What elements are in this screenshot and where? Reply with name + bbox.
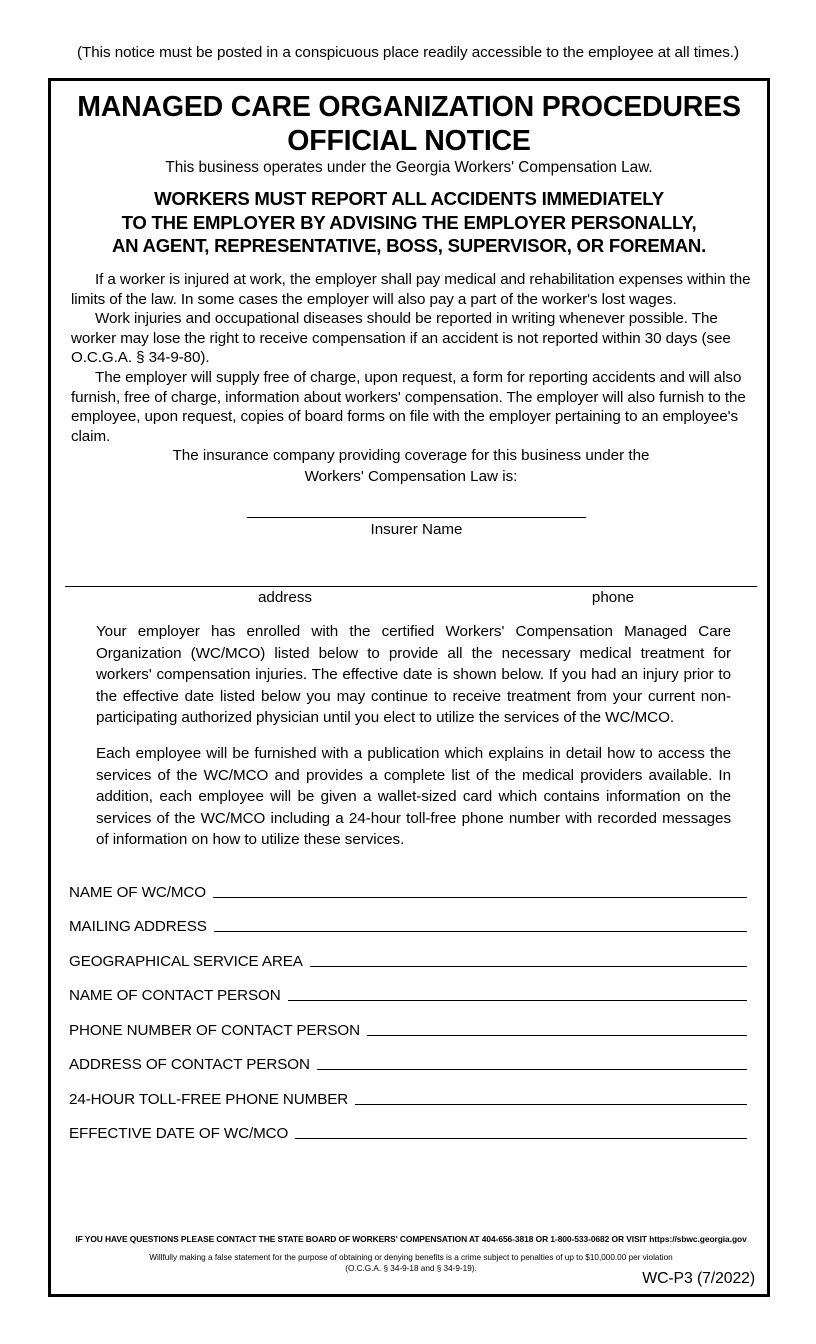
notice-box	[48, 78, 770, 1297]
insurer-name-fill-line[interactable]	[247, 517, 586, 518]
field-label-phone-number-of-contact-person: PHONE NUMBER OF CONTACT PERSON	[69, 1021, 360, 1039]
mco-paragraphs	[96, 621, 731, 851]
field-input-geographical-service-area[interactable]	[310, 966, 747, 967]
footer-contact-line: IF YOU HAVE QUESTIONS PLEASE CONTACT THE STATE BOARD OF WORKERS' COMPENSATION AT 404-656-3818 OR 1-800-533-0682 OR VISIT https://sbwc.georgia.gov	[75, 1234, 747, 1244]
field-input-name-of-wc-mco[interactable]	[213, 897, 747, 898]
field-row-name-of-wc-mco[interactable]	[69, 866, 747, 901]
field-label-24-hour-toll-free-phone-number: 24-HOUR TOLL-FREE PHONE NUMBER	[69, 1090, 349, 1108]
field-label-name-of-wc-mco: NAME OF WC/MCO	[69, 883, 206, 901]
address-phone-fill-line[interactable]	[65, 586, 757, 587]
field-input-name-of-contact-person[interactable]	[288, 1000, 747, 1001]
field-input-effective-date-of-wc-mco[interactable]	[295, 1138, 747, 1139]
footer-warning-line-1: Willfully making a false statement for the purpose of obtaining or denying benefits is a crime subject to penalties of up to $10,000.00 per violation	[149, 1253, 673, 1262]
report-heading-line-2: TO THE EMPLOYER BY ADVISING THE EMPLOYER PERSONALLY,	[121, 211, 697, 233]
field-input-24-hour-toll-free-phone-number[interactable]	[355, 1104, 747, 1105]
field-row-24-hour-toll-free-phone-number[interactable]	[69, 1073, 747, 1108]
report-heading-line-3: AN AGENT, REPRESENTATIVE, BOSS, SUPERVISOR, OR FOREMAN.	[111, 235, 707, 257]
field-label-geographical-service-area: GEOGRAPHICAL SERVICE AREA	[69, 952, 303, 970]
field-row-phone-number-of-contact-person[interactable]	[69, 1004, 747, 1039]
field-row-mailing-address[interactable]	[69, 901, 747, 936]
field-label-address-of-contact-person: ADDRESS OF CONTACT PERSON	[69, 1056, 310, 1073]
field-row-name-of-contact-person[interactable]	[69, 970, 747, 1005]
insurer-name-caption: Insurer Name	[370, 521, 463, 538]
insurance-lead-line-1: The insurance company providing coverage for this business under the	[172, 447, 650, 464]
field-input-mailing-address[interactable]	[214, 931, 747, 932]
title-line-2: OFFICIAL NOTICE	[287, 125, 531, 157]
title-line-1: MANAGED CARE ORGANIZATION PROCEDURES	[77, 91, 741, 123]
field-label-name-of-contact-person: NAME OF CONTACT PERSON	[69, 987, 281, 1004]
mco-paragraph-2: Each employee will be furnished with a publication which explains in detail how to access the services of the WC/MCO and provides a complete list of the medical providers available. In addition, each employee will be given a wallet-sized card which contains information on the services of the WC/MCO including a 24-hour toll-free phone number with recorded messages of information on how to utilize these services.	[96, 744, 731, 849]
footer-warning-line-2: (O.C.G.A. § 34-9-18 and § 34-9-19).	[345, 1263, 477, 1273]
field-input-address-of-contact-person[interactable]	[317, 1069, 747, 1070]
phone-caption: phone	[591, 589, 635, 606]
body-paragraph-1: If a worker is injured at work, the employer shall pay medical and rehabilitation expenses within the limits of the law. In some cases the employer will also pay a part of the worker's lost wages.	[71, 271, 751, 308]
field-input-phone-number-of-contact-person[interactable]	[367, 1035, 747, 1036]
field-row-effective-date-of-wc-mco[interactable]	[69, 1108, 747, 1143]
page-title	[61, 90, 757, 158]
report-requirement-heading	[57, 187, 761, 258]
address-phone-captions	[65, 589, 757, 609]
body-paragraph-2: Work injuries and occupational diseases should be reported in writing whenever possible. The worker may lose the right to receive compensation if an accident is not reported within 30 days (see O.C.G.A. § 34-9-80).	[71, 310, 731, 367]
subtitle: This business operates under the Georgia Workers' Compensation Law.	[165, 159, 653, 176]
mco-paragraph-1: Your employer has enrolled with the certified Workers' Compensation Managed Care Organization (WC/MCO) listed below to provide all the necessary medical treatment for workers' compensation injuries. The effective date is shown below. If you had an injury prior to the effective date listed below you may continue to receive treatment from your current non-participating authorized physician until you elect to utilize the services of the WC/MCO.	[96, 623, 731, 727]
body-paragraph-3: The employer will supply free of charge, upon request, a form for reporting accidents and will also furnish, free of charge, information about workers' compensation. The employer will also furnish to the employee, upon request, copies of board forms on file with the employer pertaining to an employee's claim.	[71, 368, 746, 445]
insurance-company-lead	[61, 445, 761, 487]
field-label-mailing-address: MAILING ADDRESS	[69, 918, 207, 935]
posting-instruction: (This notice must be posted in a conspicuous place readily accessible to the employee at all times.)	[77, 44, 739, 61]
notice-inner	[51, 81, 767, 1294]
field-label-effective-date-of-wc-mco: EFFECTIVE DATE OF WC/MCO	[69, 1125, 289, 1142]
mco-detail-form	[69, 866, 747, 1142]
body-paragraphs	[71, 270, 755, 446]
field-row-geographical-service-area[interactable]	[69, 935, 747, 970]
report-heading-line-1: WORKERS MUST REPORT ALL ACCIDENTS IMMEDIATELY	[154, 188, 664, 209]
address-caption: address	[257, 589, 313, 606]
field-row-address-of-contact-person[interactable]	[69, 1039, 747, 1074]
form-code: WC-P3 (7/2022)	[642, 1270, 755, 1287]
insurance-lead-line-2: Workers' Compensation Law is:	[304, 468, 518, 485]
